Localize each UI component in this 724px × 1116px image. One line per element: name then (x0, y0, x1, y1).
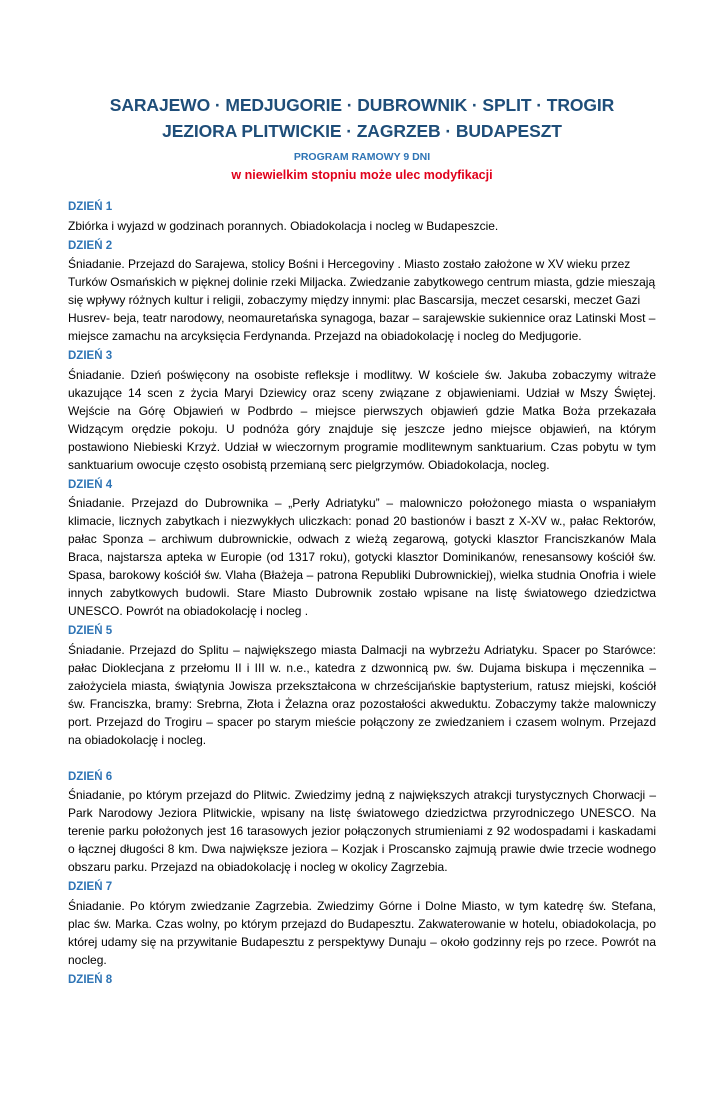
day-label: DZIEŃ 3 (68, 350, 113, 362)
day-section-6 (68, 769, 656, 877)
day-description: Śniadanie. Przejazd do Sarajewa, stolicy Bośni i Hercegoviny . Miasto zostało założone w XV wieku przez Turków Osmańskich w pięknej dolinie rzeki Miljacka. Zwiedzanie zabytkowego centrum miasta, gdzie mieszają się wpływy różnych kultur i religii, zobaczymy między innymi: plac Bascarsija, meczet cesarski, meczet Gazi Husrev- beja, teatr narodowy, neomauretańska synagoga, bazar – sarajewskie sukiennice oraz Latinski Most – miejsce zamachu na arcyksięcia Ferdynanda. Przejazd na obiadokolację i nocleg do Medjugorie. (68, 257, 656, 343)
day-description: Śniadanie. Przejazd do Dubrownika – „Perły Adriatyku” – malowniczo położonego miasta o wspaniałym klimacie, licznych zabytkach i niezwykłych uliczkach: ponad 20 bastionów i baszt z X-XV w., pałac Rektorów, pałac Sponza – archiwum dubrownickie, odwach z wieżą zegarową, gotycki klasztor Franciszkanów Mala Braca, najstarsza apteka w Europie (od 1317 roku), gotycki klasztor Dominikanów, renesansowy kościół św. Spasa, barokowy kościół św. Vlaha (Błażeja – patrona Republiki Dubrownickiej), wielka studnia Onofria i wiele innych zabytkowych budowli. Stare Miasto Dubrownik zostało wpisane na listę światowego dziedzictwa UNESCO. Powrót na obiadokolację i nocleg . (68, 496, 656, 618)
title-line-1: SARAJEWO · MEDJUGORIE · DUBROWNIK · SPLIT · TROGIR (109, 95, 615, 115)
day-section-3 (68, 348, 656, 474)
itinerary (68, 199, 656, 989)
day-description: Śniadanie. Po którym zwiedzanie Zagrzebia. Zwiedzimy Górne i Dolne Miasto, w tym katedrę św. Stefana, plac św. Marka. Czas wolny, po którym przejazd do Budapesztu. Zakwaterowanie w hotelu, obiadokolacja, po której udamy się na przywitanie Budapesztu z perspektywy Dunaju – około godzinny rejs po rzece. Powrót na nocleg. (68, 898, 656, 967)
day-section-7 (68, 879, 656, 969)
day-label: DZIEŃ 1 (68, 201, 113, 213)
day-section-1 (68, 199, 656, 235)
day-description: Śniadanie. Dzień poświęcony na osobiste refleksje i modlitwy. W kościele św. Jakuba zobaczymy witraże ukazujące 14 scen z życia Maryi Dziewicy oraz sceny związane z objawieniami. Udział w Mszy Świętej. Wejście na Górę Objawień w Podbrdo – miejsce pierwszych objawień gdzie Matka Boża przekazała Widzącym orędzie pokoju. U podnóża góry znajduje się jeszcze jedno miejsce objawień, na którym postawiono Niebieski Krzyż. Udział w wieczornym programie modlitewnym sanktuarium. Czas pobytu w tym sanktuarium owocuje często osobistą przemianą serc pielgrzymów. Obiadokolacja, nocleg. (68, 367, 656, 472)
day-section-2 (68, 238, 656, 346)
day-description: Zbiórka i wyjazd w godzinach porannych. Obiadokolacja i nocleg w Budapeszcie. (68, 218, 499, 233)
program-subtitle: PROGRAM RAMOWY 9 DNI (293, 151, 431, 163)
day-label: DZIEŃ 5 (68, 625, 113, 637)
day-section-5 (68, 623, 656, 749)
day-description: Śniadanie, po którym przejazd do Plitwic. Zwiedzimy jedną z największych atrakcji turystycznych Chorwacji – Park Narodowy Jeziora Plitwickie, wpisany na listę światowego dziedzictwa przyrodniczego UNESCO. Na terenie parku położonych jest 16 tarasowych jezior połączonych strumieniami z 92 wodospadami i kaskadami o łącznej długości 8 km. Dwa największe jeziora – Kozjak i Proscansko zajmują prawie dwie trzecie wodnego obszaru parku. Przejazd na obiadokolację i nocleg w okolicy Zagrzebia. (68, 788, 656, 874)
day-label: DZIEŃ 7 (68, 881, 113, 893)
day-label: DZIEŃ 4 (68, 478, 113, 491)
document-page (0, 92, 724, 1116)
day-label: DZIEŃ 8 (68, 973, 113, 986)
day-description: Śniadanie. Przejazd do Splitu – największego miasta Dalmacji na wybrzeżu Adriatyku. Spacer po Starówce: pałac Dioklecjana z przełomu II i III w. n.e., katedra z dzwonnicą pw. św. Dujama biskupa i męczennika – założyciela miasta, świątynia Jowisza przekształcona w chrześcijańskie baptysterium, ratusz miejski, kościół św. Franciszka, bramy: Srebrna, Złota i Żelazna oraz pozostałości akweduktu. Zobaczymy także malowniczy port. Przejazd do Trogiru – spacer po starym mieście połączony ze zwiedzaniem i czasem wolnym. Przejazd na obiadokolację i nocleg. (68, 642, 656, 747)
day-section-8 (68, 972, 656, 990)
day-label: DZIEŃ 2 (68, 239, 113, 252)
day-section-4 (68, 477, 656, 621)
title-line-2: JEZIORA PLITWICKIE · ZAGRZEB · BUDAPESZT (162, 121, 562, 141)
day-label: DZIEŃ 6 (68, 770, 113, 783)
modification-note: w niewielkim stopniu może ulec modyfikacji (231, 168, 493, 182)
